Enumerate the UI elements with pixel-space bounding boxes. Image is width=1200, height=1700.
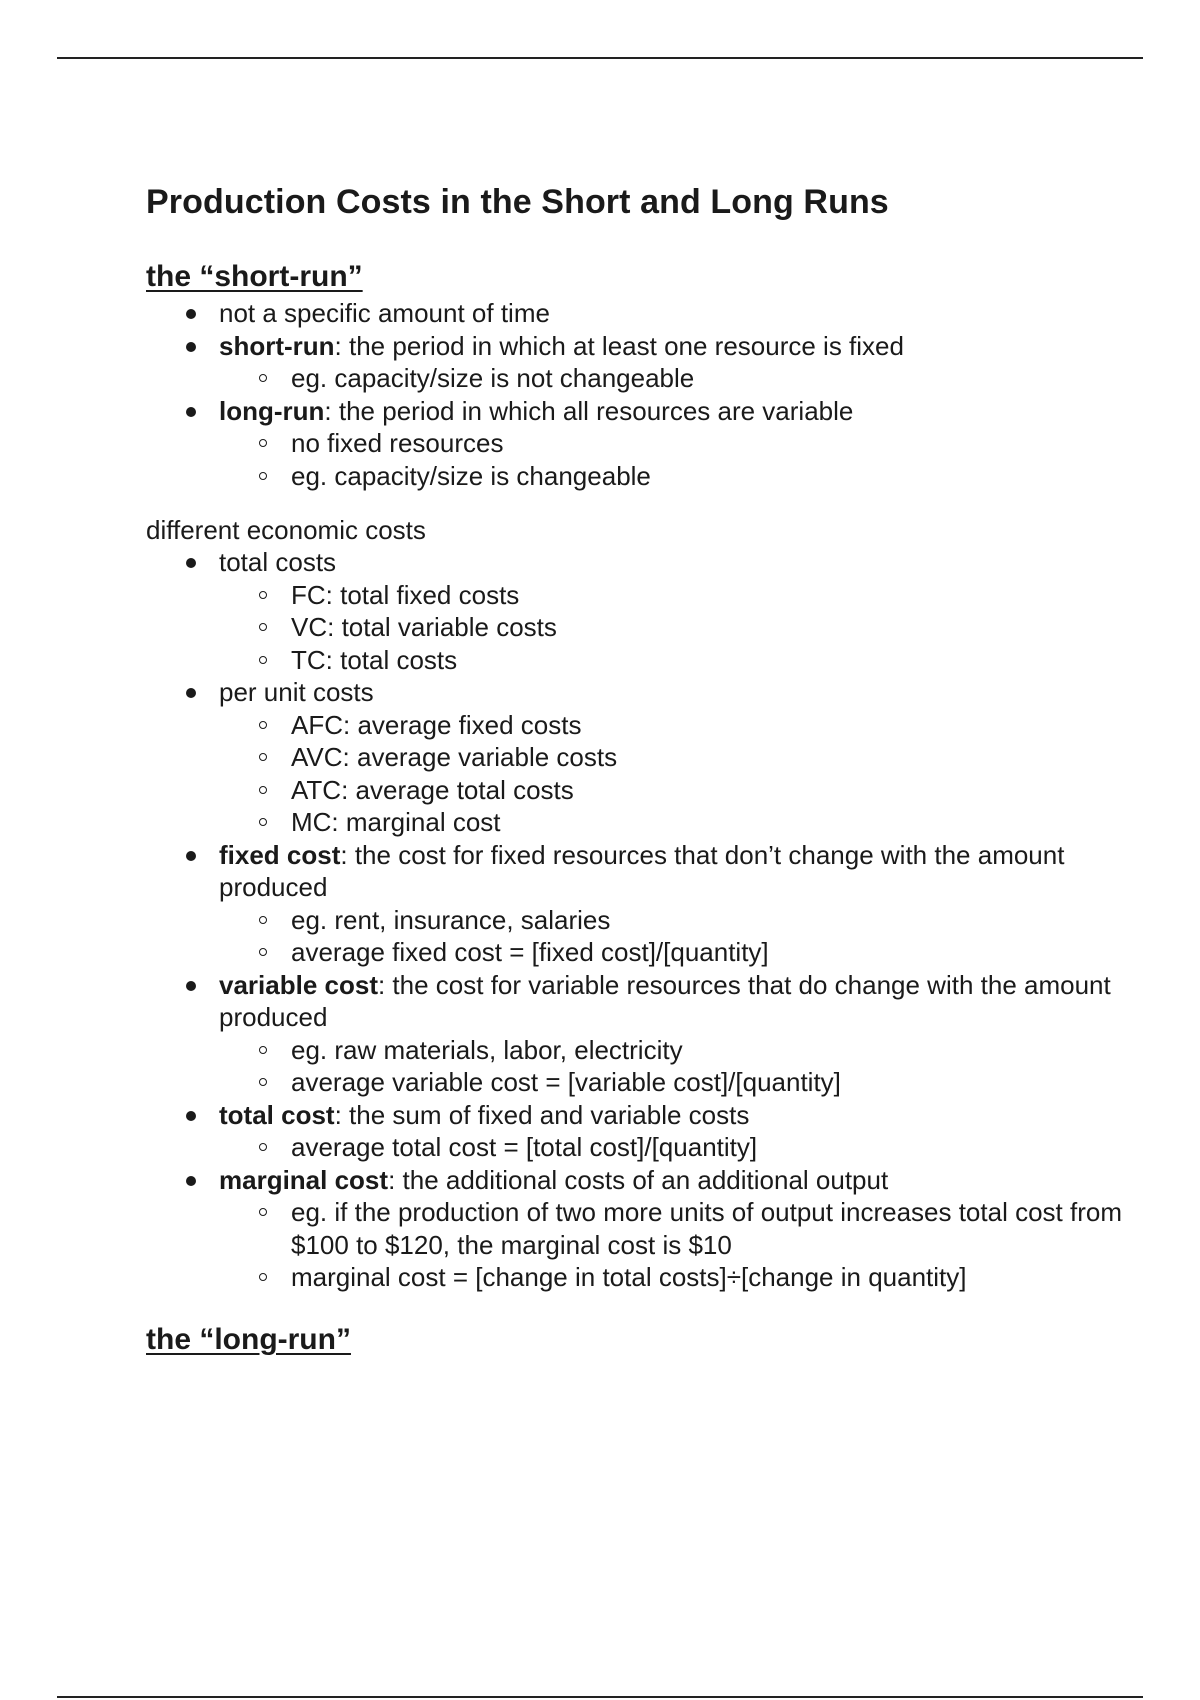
sub-list (219, 904, 1146, 969)
term-marginal-cost: marginal cost (219, 1164, 389, 1195)
definition: : the period in which all resources are variable (324, 395, 854, 426)
sub-item (146, 904, 1146, 937)
sub-item-text: AVC: average variable costs (291, 742, 618, 772)
definition: : the cost for fixed resources that don’t change with the amount produced (219, 839, 1065, 902)
sub-item (146, 774, 1146, 807)
sub-item-text: AFC: average fixed costs (291, 709, 582, 740)
document-body (146, 180, 1146, 1360)
hollow-bullet-icon (259, 721, 267, 729)
bullet-icon (186, 1176, 196, 1186)
bullet-icon (186, 688, 196, 698)
sub-list (219, 362, 1146, 395)
list-item (146, 395, 1146, 493)
sub-item-text: average fixed cost = [fixed cost]/[quantity] (291, 937, 769, 967)
hollow-bullet-icon (259, 1208, 267, 1216)
item-text: not a specific amount of time (219, 298, 550, 328)
item-text: total costs (219, 547, 337, 577)
sub-item (146, 936, 1146, 969)
sub-item-text: eg. if the production of two more units of output increases total cost from $100 to $120, the marginal cost is $10 (291, 1197, 1122, 1260)
hollow-bullet-icon (259, 374, 267, 382)
sub-item (146, 1196, 1146, 1261)
sub-item (146, 806, 1146, 839)
term-total-cost: total cost (219, 1099, 335, 1130)
list-item (146, 676, 1146, 839)
sub-item-text: VC: total variable costs (291, 612, 557, 642)
sub-item-text: MC: marginal cost (291, 807, 501, 837)
bullet-icon (186, 309, 196, 319)
hollow-bullet-icon (259, 1143, 267, 1151)
sub-item (146, 1066, 1146, 1099)
bullet-icon (186, 851, 196, 861)
hollow-bullet-icon (259, 1046, 267, 1054)
hollow-bullet-icon (259, 591, 267, 599)
sub-list (219, 1196, 1146, 1294)
bullet-icon (186, 407, 196, 417)
costs-list (146, 546, 1146, 1294)
term-variable-cost: variable cost (219, 969, 378, 1000)
sub-item (146, 1034, 1146, 1067)
sub-item (146, 460, 1146, 493)
hollow-bullet-icon (259, 1273, 267, 1281)
sub-item (146, 611, 1146, 644)
term-short-run: short-run (219, 330, 335, 361)
bottom-rule (57, 1696, 1143, 1698)
hollow-bullet-icon (259, 786, 267, 794)
sub-item-text: eg. capacity/size is changeable (291, 460, 651, 491)
definition: : the cost for variable resources that do change with the amount produced (219, 969, 1111, 1032)
sub-item-text: no fixed resources (291, 428, 504, 458)
sub-item-text: eg. capacity/size is not changeable (291, 363, 695, 393)
bullet-icon (186, 1111, 196, 1121)
list-item (146, 330, 1146, 395)
sub-item (146, 362, 1146, 395)
hollow-bullet-icon (259, 753, 267, 761)
sub-item-text: average variable cost = [variable cost]/[quantity] (291, 1067, 841, 1097)
item-text: per unit costs (219, 677, 374, 707)
hollow-bullet-icon (259, 439, 267, 447)
sub-list (219, 579, 1146, 677)
costs-intro: different economic costs (146, 515, 426, 545)
short-run-heading: the “short-run” (146, 260, 363, 293)
sub-item-text: eg. rent, insurance, salaries (291, 904, 611, 935)
sub-list (219, 1034, 1146, 1099)
bullet-icon (186, 981, 196, 991)
list-item (146, 297, 1146, 330)
long-run-heading: the “long-run” (146, 1322, 351, 1356)
list-item (146, 969, 1146, 1099)
sub-item (146, 709, 1146, 742)
definition: : the period in which at least one resource is fixed (334, 330, 904, 361)
sub-list (219, 427, 1146, 492)
sub-item (146, 741, 1146, 774)
sub-item-text: marginal cost = [change in total costs]÷[change in quantity] (291, 1262, 967, 1292)
sub-item (146, 1131, 1146, 1164)
sub-item-text: eg. raw materials, labor, electricity (291, 1034, 683, 1065)
list-item (146, 1099, 1146, 1164)
hollow-bullet-icon (259, 656, 267, 664)
sub-item (146, 427, 1146, 460)
hollow-bullet-icon (259, 623, 267, 631)
list-item (146, 1164, 1146, 1294)
sub-list (219, 709, 1146, 839)
term-fixed-cost: fixed cost (219, 839, 341, 870)
sub-item (146, 1261, 1146, 1294)
sub-item (146, 579, 1146, 612)
definition: : the sum of fixed and variable costs (334, 1099, 750, 1130)
sub-item-text: ATC: average total costs (291, 774, 574, 805)
term-long-run: long-run (219, 395, 325, 426)
sub-item (146, 644, 1146, 677)
bullet-icon (186, 558, 196, 568)
hollow-bullet-icon (259, 916, 267, 924)
sub-item-text: TC: total costs (291, 644, 458, 675)
hollow-bullet-icon (259, 818, 267, 826)
sub-item-text: average total cost = [total cost]/[quantity] (291, 1132, 758, 1162)
short-run-list (146, 297, 1146, 492)
hollow-bullet-icon (259, 472, 267, 480)
definition: : the additional costs of an additional output (388, 1164, 889, 1195)
page-title: Production Costs in the Short and Long Runs (146, 183, 889, 221)
bullet-icon (186, 342, 196, 352)
sub-list (219, 1131, 1146, 1164)
list-item (146, 546, 1146, 676)
top-rule (57, 57, 1143, 59)
list-item (146, 839, 1146, 969)
sub-item-text: FC: total fixed costs (291, 579, 520, 610)
hollow-bullet-icon (259, 1078, 267, 1086)
hollow-bullet-icon (259, 948, 267, 956)
